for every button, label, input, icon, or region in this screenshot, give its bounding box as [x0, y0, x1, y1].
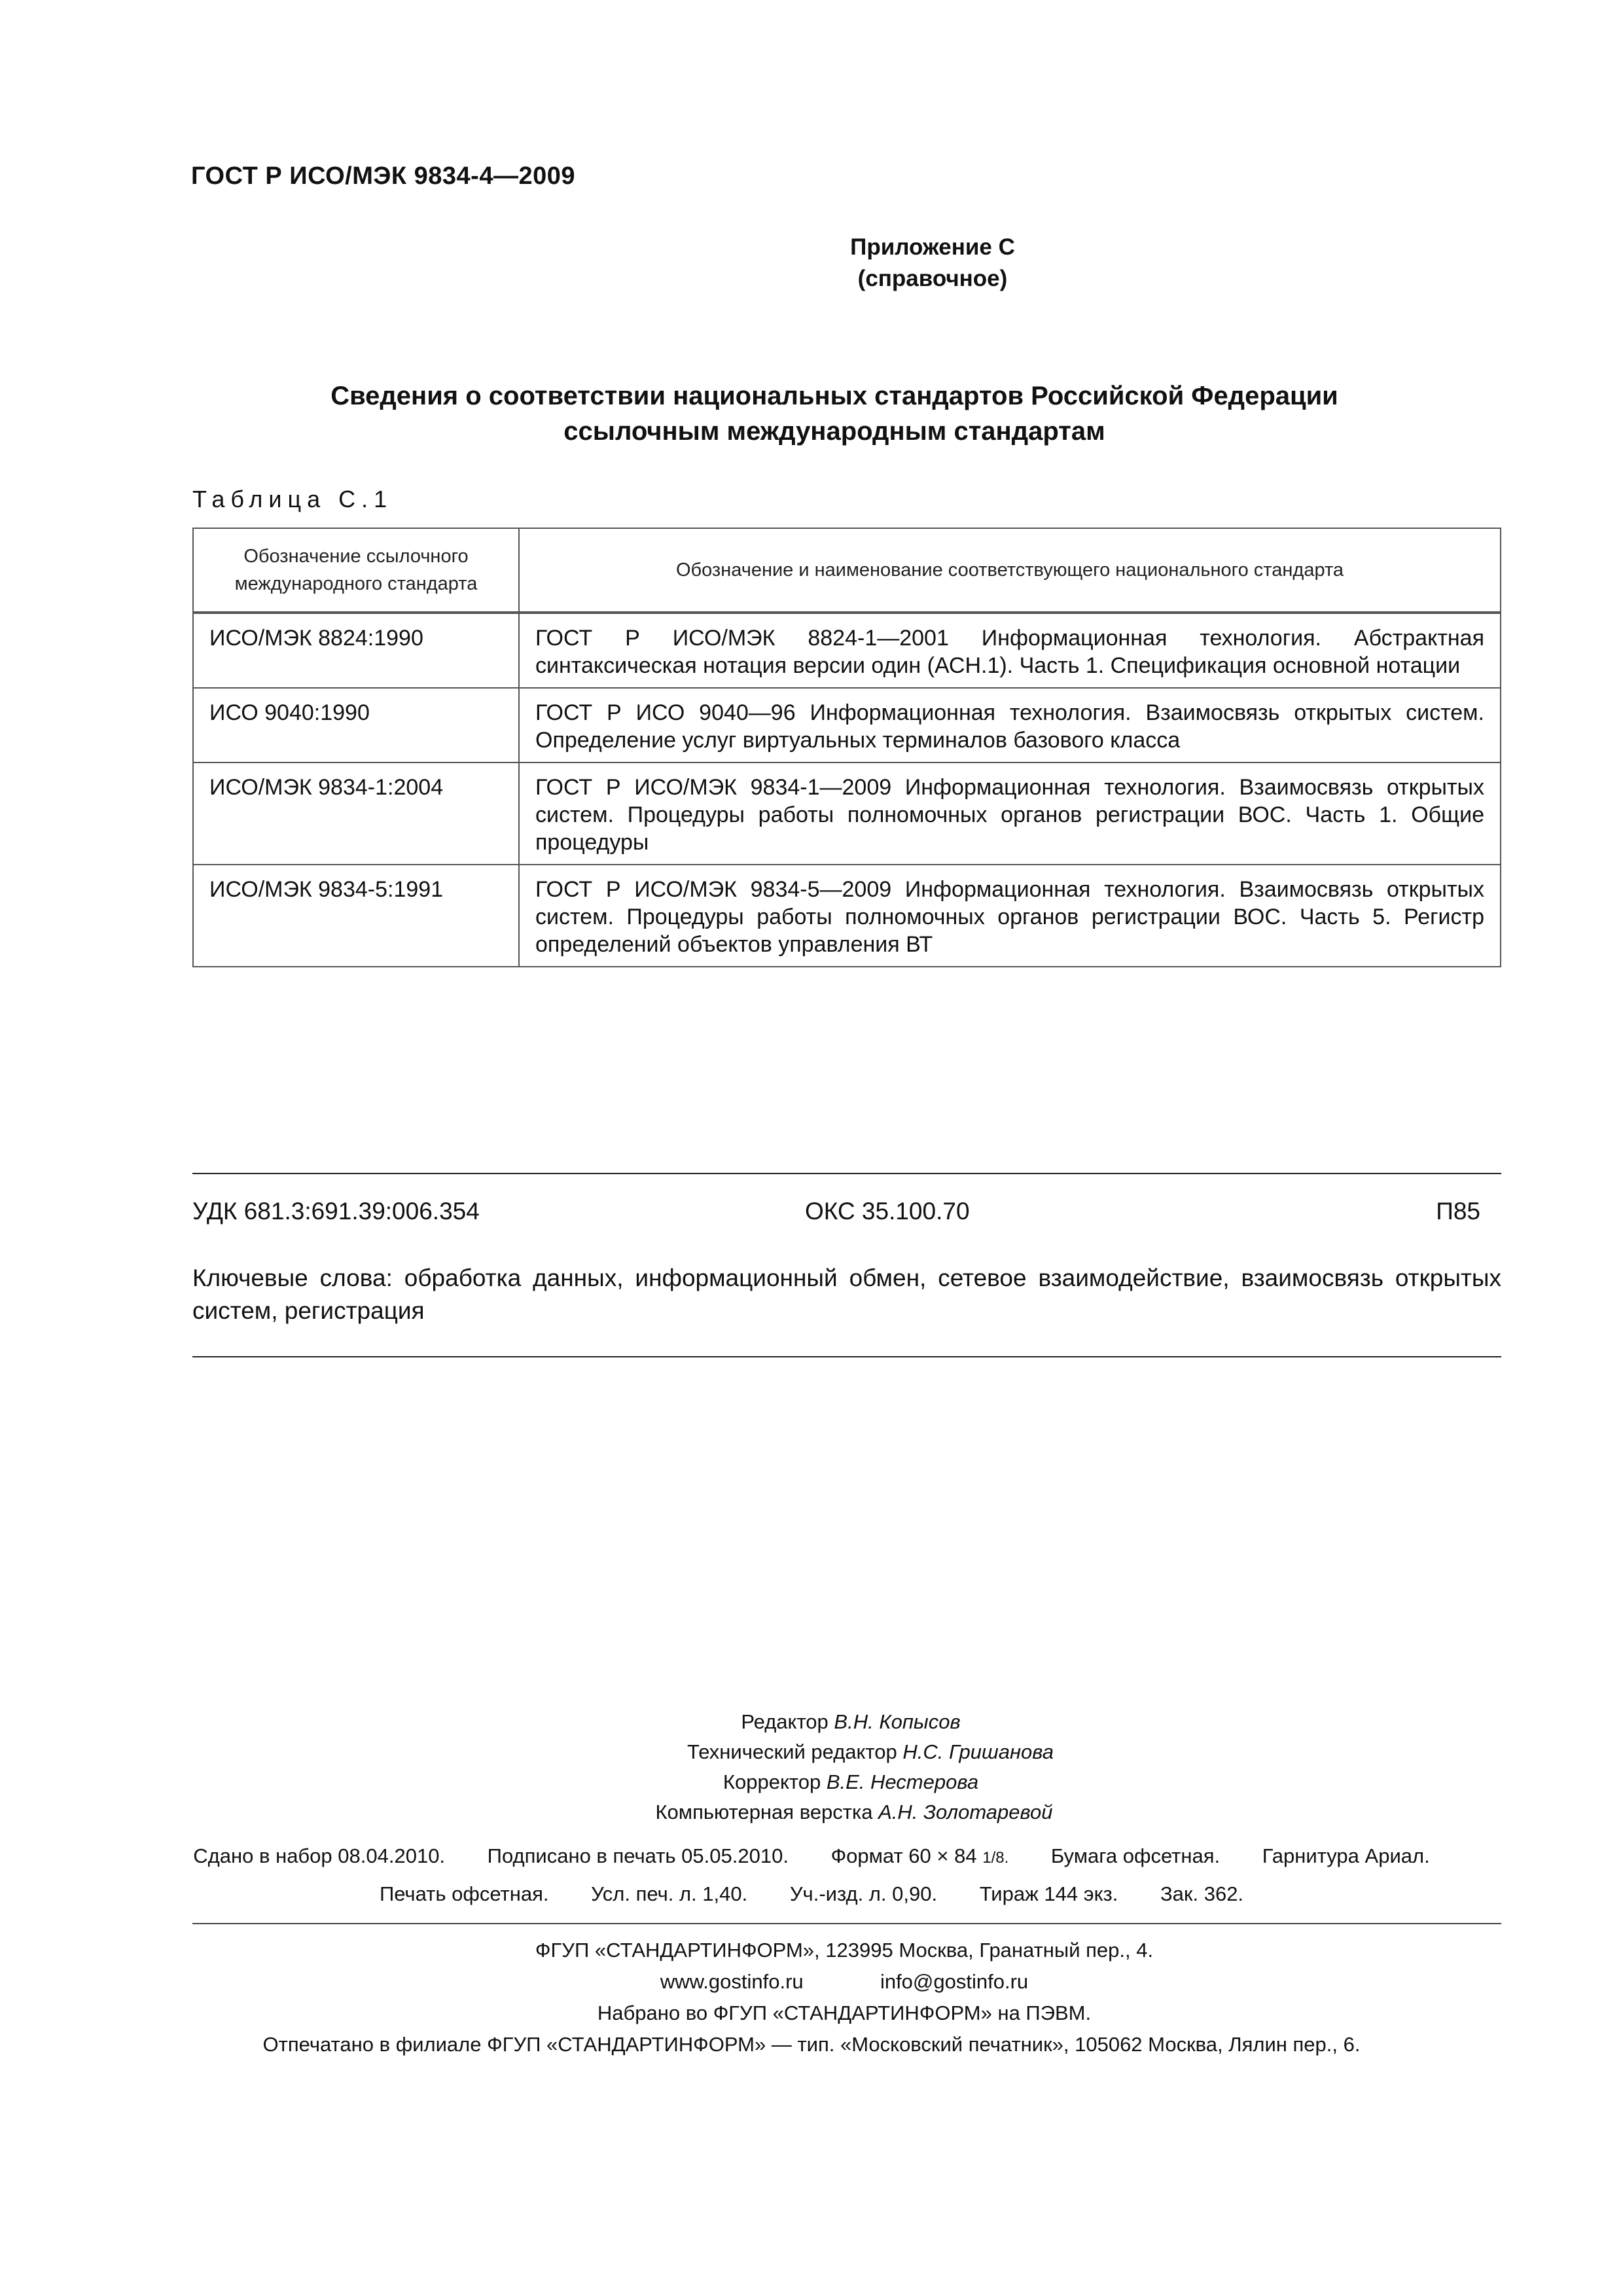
national-standard-cell: ГОСТ Р ИСО/МЭК 8824-1—2001 Информационная технология. Абстрактная синтаксическая нотация версии один (АСН.1). Часть 1. Спецификация основной нотации: [519, 613, 1501, 688]
credit-tech-editor: Технический редактор Н.С. Гришанова: [687, 1740, 1054, 1763]
udc-code: УДК 681.3:691.39:006.354: [192, 1198, 480, 1225]
publisher-email-link[interactable]: info@gostinfo.ru: [880, 1970, 1029, 1993]
title-line-2: ссылочным международным стандартам: [563, 417, 1105, 446]
imprint-line-1: [0, 1844, 1623, 1868]
document-code: ГОСТ Р ИСО/МЭК 9834-4—2009: [191, 162, 575, 190]
national-standard-cell: ГОСТ Р ИСО/МЭК 9834-1—2009 Информационная технология. Взаимосвязь открытых систем. Процедуры работы полномочных органов регистрации ВОС. Часть 1. Общие процедуры: [519, 762, 1501, 865]
annex-heading: [0, 232, 1623, 295]
table-caption: Таблица С.1: [192, 486, 393, 512]
header-national-standard: Обозначение и наименование соответствующего национального стандарта: [519, 528, 1501, 613]
correspondence-table: [192, 528, 1501, 967]
publisher-address: ФГУП «СТАНДАРТИНФОРМ», 123995 Москва, Гранатный пер., 4.: [535, 1939, 1154, 1962]
divider-bottom: [192, 1356, 1501, 1357]
imprint-edit-sheets: Уч.-изд. л. 0,90.: [789, 1882, 938, 1905]
imprint-signed: Подписано в печать 05.05.2010.: [487, 1844, 789, 1867]
page-title: [0, 378, 1623, 449]
imprint-paper: Бумага офсетная.: [1050, 1844, 1221, 1867]
imprint-typeset: Сдано в набор 08.04.2010.: [193, 1844, 446, 1867]
publisher-contacts: [0, 1966, 1623, 1998]
publisher-print-note: Отпечатано в филиале ФГУП «СТАНДАРТИНФОРМ» — тип. «Московский печатник», 105062 Москва, Лялин пер., 6.: [262, 2033, 1361, 2056]
ref-standard-cell: ИСО/МЭК 9834-5:1991: [193, 865, 519, 967]
divider-top: [192, 1173, 1501, 1174]
title-line-1: Сведения о соответствии национальных стандартов Российской Федерации: [330, 382, 1338, 410]
publisher-typeset-note: Набрано во ФГУП «СТАНДАРТИНФОРМ» на ПЭВМ.: [597, 2001, 1092, 2024]
annex-label: Приложение С: [850, 234, 1015, 260]
group-code: П85: [1436, 1198, 1480, 1225]
divider-publisher: [192, 1923, 1501, 1924]
ref-standard-cell: ИСО 9040:1990: [193, 688, 519, 762]
imprint-line-2: [0, 1882, 1623, 1906]
imprint-sheets: Усл. печ. л. 1,40.: [591, 1882, 748, 1905]
header-ref-standard: Обозначение ссылочного международного стандарта: [193, 528, 519, 613]
imprint-run: Тираж 144 экз.: [979, 1882, 1118, 1905]
credit-proofreader: Корректор В.Е. Нестерова: [722, 1770, 979, 1793]
table-header-row: [193, 528, 1501, 613]
annex-status: (справочное): [857, 266, 1008, 291]
keywords: Ключевые слова: обработка данных, информационный обмен, сетевое взаимодействие, взаимосвязь открытых систем, регистрация: [192, 1265, 1501, 1324]
credits: [0, 1707, 1623, 1827]
national-standard-cell: ГОСТ Р ИСО/МЭК 9834-5—2009 Информационная технология. Взаимосвязь открытых систем. Процедуры работы полномочных органов регистрации ВОС. Часть 5. Регистр определений объектов управления ВТ: [519, 865, 1501, 967]
national-standard-cell: ГОСТ Р ИСО 9040—96 Информационная технология. Взаимосвязь открытых систем. Определение услуг виртуальных терминалов базового класса: [519, 688, 1501, 762]
table-row: [193, 865, 1501, 967]
imprint-font: Гарнитура Ариал.: [1262, 1844, 1430, 1867]
publisher-site-link[interactable]: www.gostinfo.ru: [660, 1970, 804, 1993]
imprint-print: Печать офсетная.: [379, 1882, 549, 1905]
ref-standard-cell: ИСО/МЭК 9834-1:2004: [193, 762, 519, 865]
credit-layout: Компьютерная верстка А.Н. Золотаревой: [655, 1801, 1053, 1823]
table-row: [193, 613, 1501, 688]
ref-standard-cell: ИСО/МЭК 8824:1990: [193, 613, 519, 688]
oks-code: ОКС 35.100.70: [805, 1198, 970, 1225]
table-row: [193, 762, 1501, 865]
credit-editor: Редактор В.Н. Копысов: [741, 1710, 961, 1733]
classification-row: [192, 1198, 1501, 1230]
imprint-format: Формат 60 × 84 1/8.: [830, 1844, 1009, 1867]
imprint-order: Зак. 362.: [1160, 1882, 1244, 1905]
publisher-info: [0, 1935, 1623, 2060]
table-row: [193, 688, 1501, 762]
